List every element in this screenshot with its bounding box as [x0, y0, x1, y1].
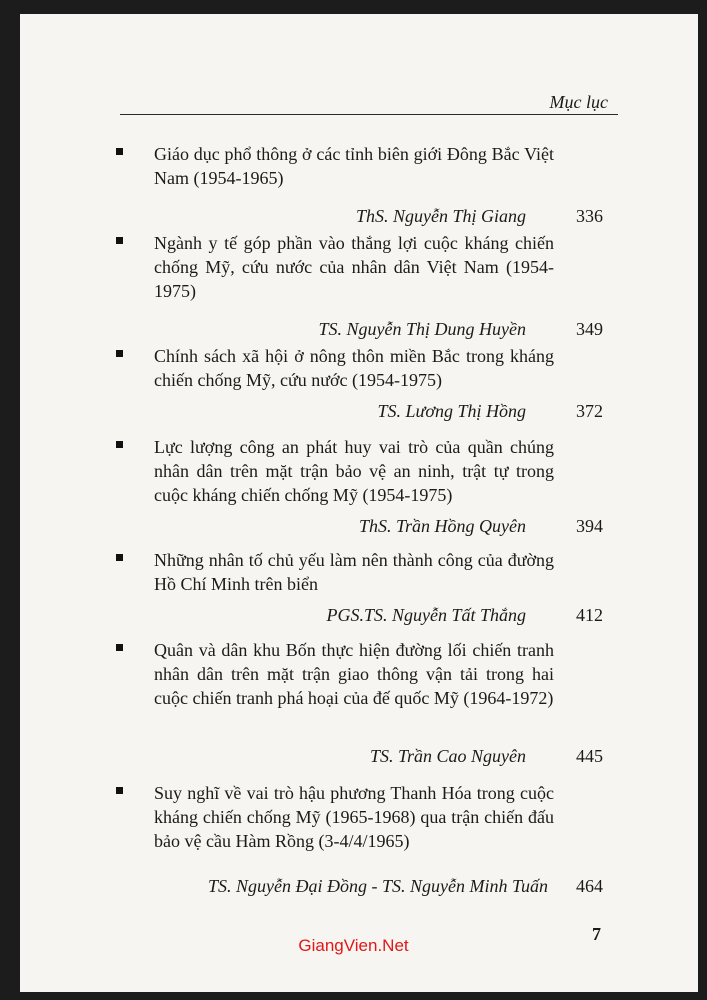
running-header: Mục lục	[549, 92, 608, 112]
entry-title: Giáo dục phổ thông ở các tỉnh biên giới Đông Bắc Việt Nam (1954-1965)	[154, 144, 554, 188]
bullet-icon	[116, 644, 123, 651]
bullet-icon	[116, 441, 123, 448]
entry-author: TS. Trần Cao Nguyên	[369, 746, 526, 766]
entry-author: ThS. Trần Hồng Quyên	[358, 516, 526, 536]
page-number: 7	[592, 924, 601, 944]
entry-author: ThS. Nguyễn Thị Giang	[355, 206, 526, 226]
entry-title: Những nhân tố chủ yếu làm nên thành công của đường Hồ Chí Minh trên biển	[154, 550, 554, 594]
watermark: GiangVien.Net	[298, 936, 409, 955]
entry-title: Suy nghĩ về vai trò hậu phương Thanh Hóa trong cuộc kháng chiến chống Mỹ (1965-1968) qua trận chiến đấu bảo vệ cầu Hàm Rồng (3-4/4/1965)	[154, 783, 554, 851]
entry-author: TS. Nguyễn Đại Đồng - TS. Nguyễn Minh Tuấn	[208, 876, 548, 896]
book-page	[20, 14, 698, 992]
bullet-icon	[116, 350, 123, 357]
bullet-icon	[116, 148, 123, 155]
bullet-icon	[116, 237, 123, 244]
header-rule	[120, 114, 618, 115]
entry-title: Chính sách xã hội ở nông thôn miền Bắc trong kháng chiến chống Mỹ, cứu nước (1954-1975)	[154, 346, 554, 390]
entry-page-number: 336	[576, 206, 603, 226]
bullet-icon	[116, 787, 123, 794]
entry-page-number: 412	[576, 605, 603, 625]
entry-page-number: 445	[576, 746, 603, 766]
entry-page-number: 464	[576, 876, 603, 896]
entry-page-number: 349	[576, 319, 603, 339]
entry-page-number: 372	[576, 401, 603, 421]
entry-page-number: 394	[576, 516, 603, 536]
bullet-icon	[116, 554, 123, 561]
entry-title: Lực lượng công an phát huy vai trò của quần chúng nhân dân trên mặt trận bảo vệ an ninh, trật tự trong cuộc kháng chiến chống Mỹ (1954-1975)	[154, 437, 554, 505]
entry-author: PGS.TS. Nguyễn Tất Thắng	[326, 605, 526, 625]
entry-author: TS. Lương Thị Hồng	[377, 401, 526, 421]
entry-title: Ngành y tế góp phần vào thắng lợi cuộc kháng chiến chống Mỹ, cứu nước của nhân dân Việt Nam (1954-1975)	[154, 233, 554, 301]
entry-title: Quân và dân khu Bốn thực hiện đường lối chiến tranh nhân dân trên mặt trận giao thông vận tải trong hai cuộc chiến tranh phá hoại của đế quốc Mỹ (1964-1972)	[154, 640, 554, 708]
entry-author: TS. Nguyễn Thị Dung Huyền	[318, 319, 526, 339]
